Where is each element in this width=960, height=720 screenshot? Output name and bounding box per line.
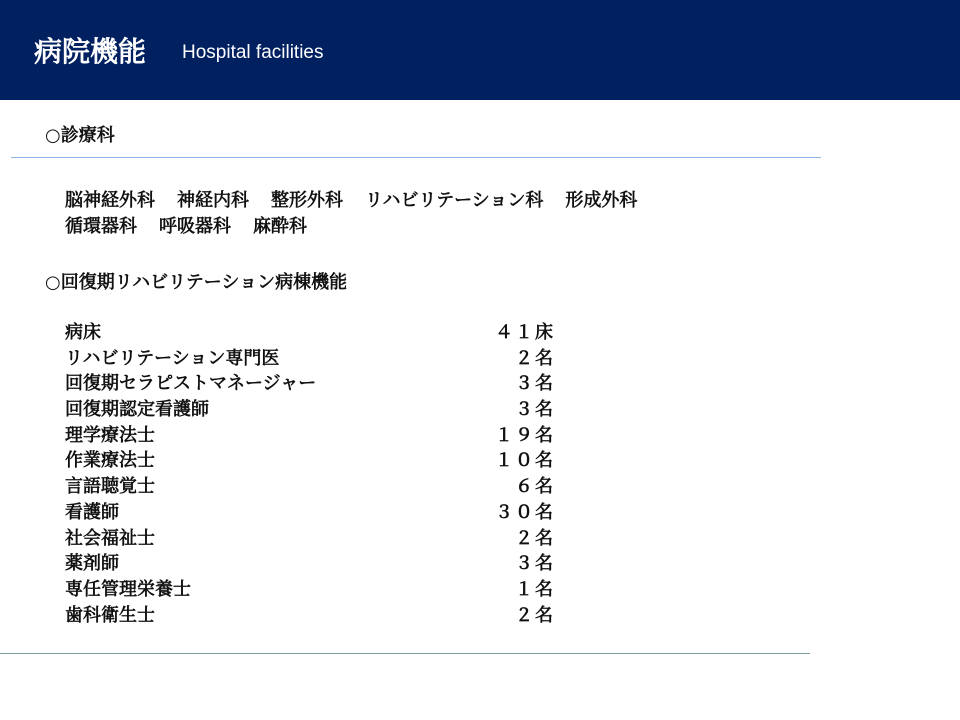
list-item (65, 472, 565, 498)
list-item (65, 369, 565, 395)
list-item (65, 344, 565, 370)
page-title: 病院機能 (34, 35, 147, 68)
staff-label: 回復期セラピストマネージャー (65, 373, 317, 395)
staff-label: 社会福祉士 (65, 527, 155, 549)
department-item: 呼吸器科 (159, 216, 231, 237)
staff-label: 作業療法士 (65, 450, 155, 472)
department-list-line-2 (65, 212, 329, 238)
staff-label: 看護師 (65, 501, 119, 523)
staff-count: ２名 (515, 604, 555, 626)
staff-count: ３名 (515, 553, 555, 575)
list-item (65, 318, 565, 344)
staff-count: ２名 (515, 527, 555, 549)
section-divider (11, 157, 821, 158)
staff-list (65, 318, 565, 626)
staff-count: １名 (515, 578, 555, 600)
staff-label: 言語聴覚士 (65, 476, 155, 498)
staff-label: 歯科衛生士 (65, 604, 155, 626)
page-subtitle: Hospital facilities (182, 42, 324, 63)
staff-count: ６名 (515, 476, 555, 498)
staff-label: 病床 (65, 322, 101, 343)
rehab-heading: ○回復期リハビリテーション病棟機能 (45, 272, 348, 293)
department-list-line-1 (65, 186, 659, 212)
staff-label: リハビリテーション専門医 (65, 347, 280, 369)
staff-count: ４１床 (495, 322, 555, 343)
list-item (65, 395, 565, 421)
list-item (65, 575, 565, 601)
footer-divider (0, 653, 810, 654)
department-item: リハビリテーション科 (365, 190, 544, 211)
header-bar (0, 0, 960, 100)
list-item (65, 601, 565, 627)
staff-count: ３名 (515, 373, 555, 395)
list-item (65, 498, 565, 524)
department-item: 脳神経外科 (65, 190, 155, 211)
staff-count: １９名 (495, 424, 555, 446)
department-item: 麻酔科 (253, 216, 307, 237)
list-item (65, 549, 565, 575)
list-item (65, 524, 565, 550)
department-item: 整形外科 (271, 190, 343, 211)
department-item: 形成外科 (565, 190, 638, 211)
departments-heading: ○診療科 (45, 125, 115, 146)
staff-label: 回復期認定看護師 (65, 399, 209, 421)
staff-label: 理学療法士 (65, 424, 155, 446)
department-item: 神経内科 (177, 190, 249, 211)
staff-label: 専任管理栄養士 (65, 578, 191, 600)
department-item: 循環器科 (65, 216, 137, 237)
staff-count: ２名 (515, 347, 555, 369)
staff-label: 薬剤師 (65, 553, 119, 575)
staff-count: ３０名 (495, 501, 555, 523)
list-item (65, 421, 565, 447)
staff-count: ３名 (515, 399, 555, 421)
staff-count: １０名 (495, 450, 555, 472)
list-item (65, 446, 565, 472)
